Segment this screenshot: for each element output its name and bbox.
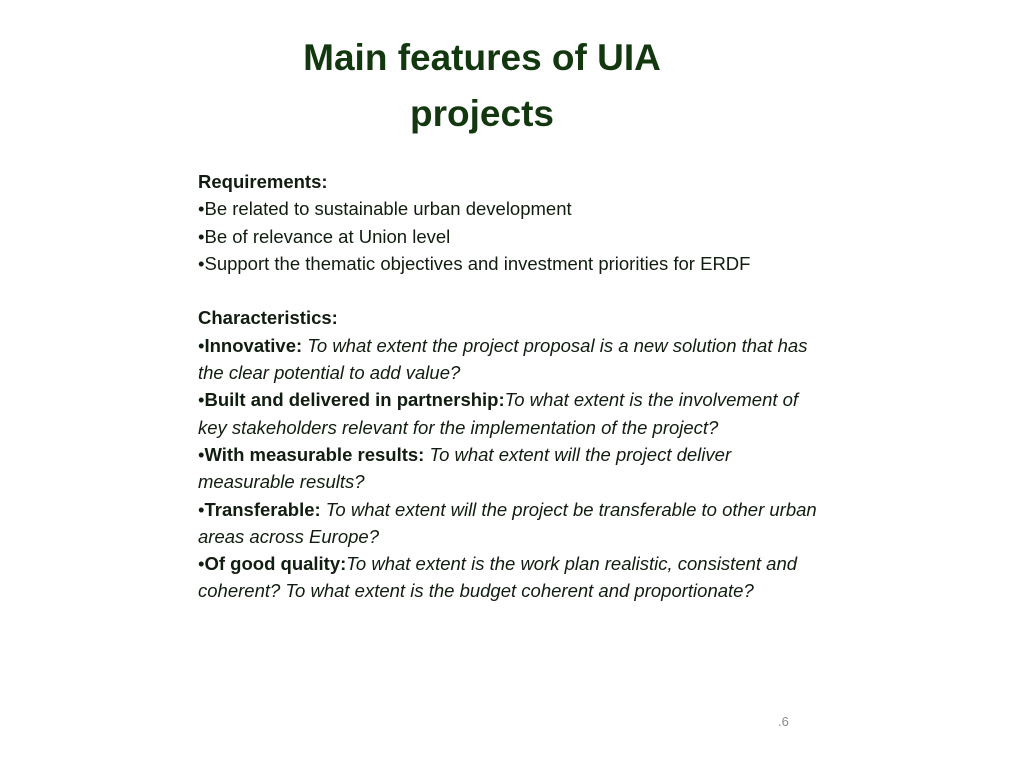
section-spacer [198,277,826,304]
characteristic-term: Of good quality: [204,553,347,575]
requirement-item: •Be related to sustainable urban development [198,198,572,220]
characteristic-item [198,496,826,551]
characteristics-heading: Characteristics: [198,307,338,329]
slide-title [262,30,702,142]
bullet: • [198,389,205,411]
page-number: .6 [778,714,789,729]
characteristic-item [198,441,826,496]
bullet: • [198,443,205,465]
requirement-item: •Be of relevance at Union level [198,225,451,247]
characteristic-term: Innovative: [204,334,303,356]
slide-body [198,168,826,605]
title-line-1: Main features of UIA [303,37,661,78]
characteristic-question: To what extent will the project be transferable to other urban areas across Europe? [198,498,817,547]
characteristic-term: Built and delivered in partnership: [204,389,505,411]
characteristic-item [198,386,826,441]
bullet: • [198,498,205,520]
characteristic-term: Transferable: [204,498,321,520]
requirement-item: •Support the thematic objectives and investment priorities for ERDF [198,252,751,274]
title-line-2: projects [410,93,554,134]
requirements-heading: Requirements: [198,171,328,192]
characteristic-item [198,550,826,605]
characteristic-question: To what extent the project proposal is a new solution that has the clear potential to add value? [198,334,808,384]
characteristic-question: To what extent will the project deliver measurable results? [198,443,732,493]
characteristic-question: To what extent is the involvement of key stakeholders relevant for the implementation of the project? [198,389,799,438]
bullet: • [198,553,205,575]
characteristic-item [198,332,826,387]
bullet: • [198,334,205,356]
characteristic-term: With measurable results: [204,443,425,465]
characteristic-question: To what extent is the work plan realistic, consistent and coherent? To what extent is the budget coherent and proportionate? [198,553,798,602]
